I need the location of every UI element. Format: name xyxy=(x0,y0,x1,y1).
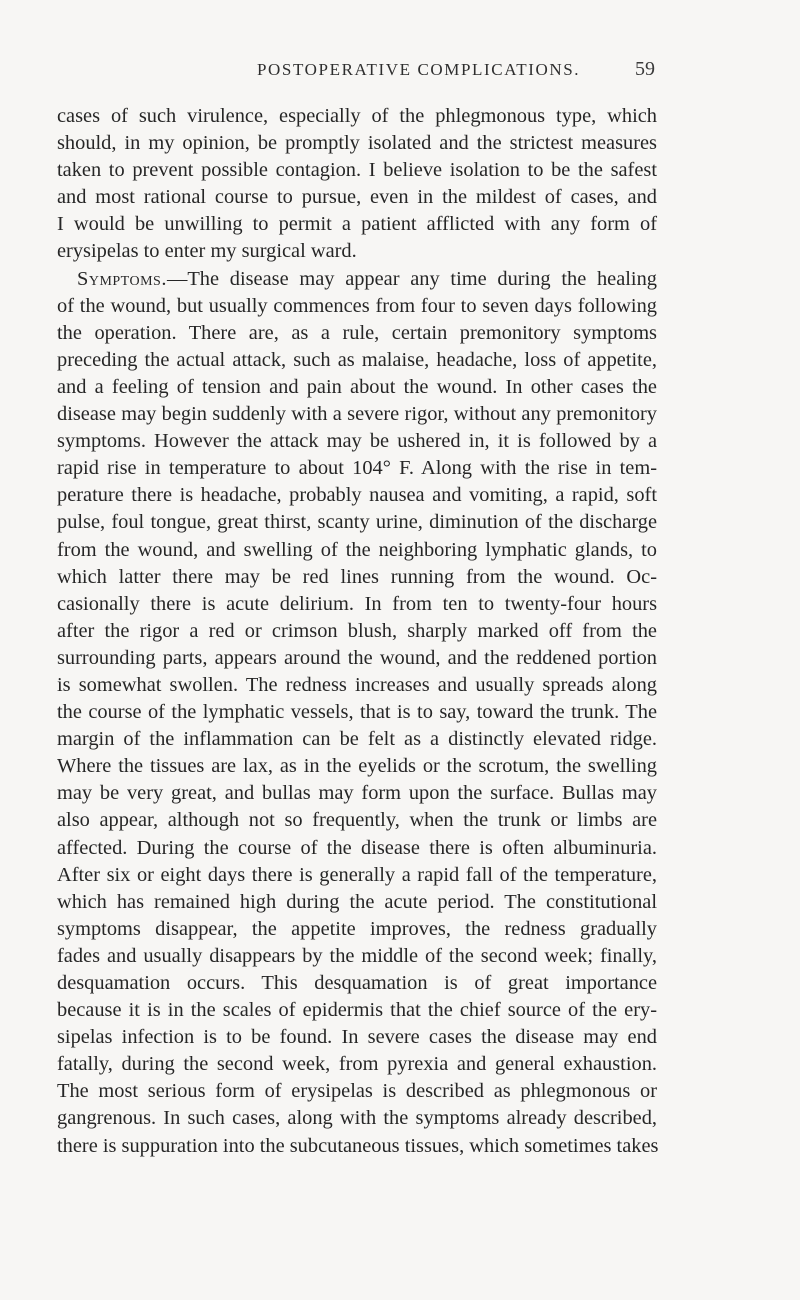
text-line: is somewhat swollen. The redness increases and usually spreads along xyxy=(57,673,657,696)
text-line: desquamation occurs. This desquamation is of great importance xyxy=(57,972,657,994)
text-line: from the wound, and swelling of the neighboring lymphatic glands, to xyxy=(57,538,657,561)
text-line: rapid rise in temperature to about 104° F. Along with the rise in tem- xyxy=(57,457,657,480)
text-line: fades and usually disappears by the middle of the second week; finally, xyxy=(57,944,657,967)
text-line: disease may begin suddenly with a severe rigor, without any premonitory xyxy=(57,403,657,426)
text-line: and most rational course to pursue, even in the mildest of cases, and xyxy=(57,186,657,209)
text-line: pulse, foul tongue, great thirst, scanty urine, diminution of the discharge xyxy=(57,511,657,534)
text-line: taken to prevent possible contagion. I believe isolation to be the safest xyxy=(57,159,657,182)
text-line: because it is in the scales of epidermis that the chief source of the ery- xyxy=(57,999,657,1022)
text-line: gangrenous. In such cases, along with the symptoms already described, xyxy=(57,1107,657,1130)
text-line: fatally, during the second week, from pyrexia and general exhaustion. xyxy=(57,1053,657,1076)
text-line: The most serious form of erysipelas is described as phlegmonous or xyxy=(57,1080,657,1103)
page-number: 59 xyxy=(635,58,655,80)
text-line: there is suppuration into the subcutaneous tissues, which sometimes takes xyxy=(57,1134,659,1157)
text-line: sipelas infection is to be found. In severe cases the disease may end xyxy=(57,1026,657,1049)
running-title: POSTOPERATIVE COMPLICATIONS. xyxy=(257,60,581,79)
text-line: affected. During the course of the disease there is often albuminuria. xyxy=(57,836,657,859)
text-line: After six or eight days there is generally a rapid fall of the temperature, xyxy=(57,863,657,886)
text-line: should, in my opinion, be promptly isolated and the strictest measures xyxy=(57,132,657,155)
text-line: the operation. There are, as a rule, certain premonitory symptoms xyxy=(57,321,657,344)
symptoms-heading: Symptoms. xyxy=(77,267,167,290)
text-line: margin of the inflammation can be felt as a distinctly elevated ridge. xyxy=(57,728,657,751)
text-line: and a feeling of tension and pain about the wound. In other cases the xyxy=(57,375,657,398)
text-line: perature there is headache, probably nausea and vomiting, a rapid, soft xyxy=(57,484,657,507)
text-line: of the wound, but usually commences from four to seven days following xyxy=(57,294,657,317)
running-head xyxy=(0,58,800,84)
body-text xyxy=(57,103,657,1160)
text-line: cases of such virulence, especially of the phlegmonous type, which xyxy=(57,105,657,127)
text-line: which latter there may be red lines running from the wound. Oc- xyxy=(57,565,657,588)
text-line: may be very great, and bullas may form upon the surface. Bullas may xyxy=(57,782,657,805)
text-line: also appear, although not so frequently, when the trunk or limbs are xyxy=(57,809,657,832)
text-line: I would be unwilling to permit a patient afflicted with any form of xyxy=(57,213,657,236)
text-line: surrounding parts, appears around the wound, and the reddened portion xyxy=(57,646,657,669)
text-line: preceding the actual attack, such as malaise, headache, loss of appetite, xyxy=(57,348,657,371)
text-line: casionally there is acute delirium. In from ten to twenty-four hours xyxy=(57,592,657,615)
text-line: symptoms disappear, the appetite improves, the redness gradually xyxy=(57,917,657,940)
text-line: Where the tissues are lax, as in the eyelids or the scrotum, the swelling xyxy=(57,755,657,778)
text-line: symptoms. However the attack may be ushered in, it is followed by a xyxy=(57,430,657,453)
symptoms-paragraph-first-line xyxy=(57,266,657,293)
symptoms-first-line-text: —The disease may appear any time during the healing xyxy=(166,267,657,290)
text-line: after the rigor a red or crimson blush, sharply marked off from the xyxy=(57,619,657,642)
text-line: the course of the lymphatic vessels, that is to say, toward the trunk. The xyxy=(57,701,657,724)
text-line: which has remained high during the acute period. The constitutional xyxy=(57,890,657,913)
text-line: erysipelas to enter my surgical ward. xyxy=(57,240,357,263)
